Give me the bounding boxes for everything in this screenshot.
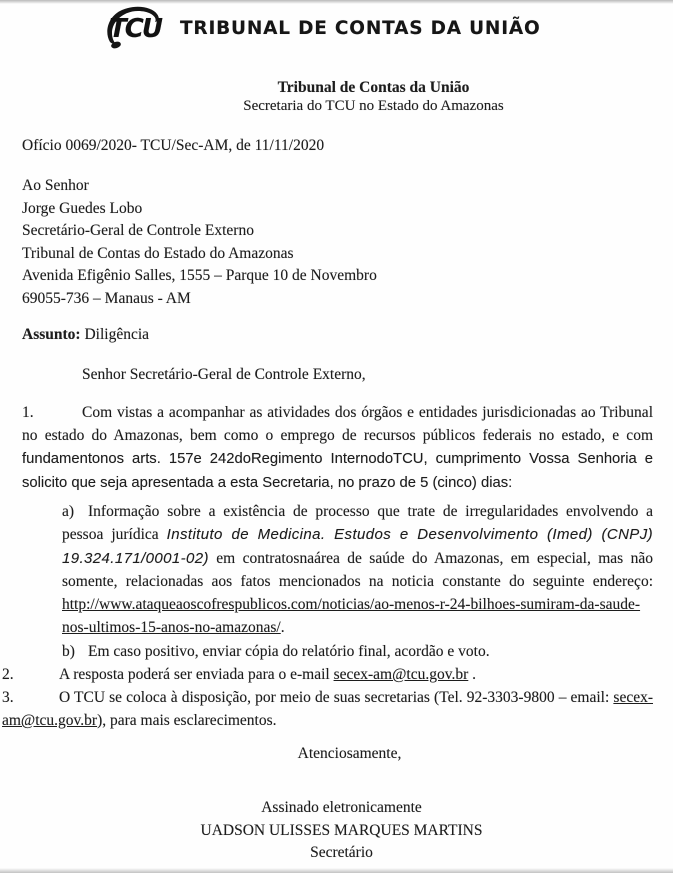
letterhead xyxy=(102,4,653,52)
item-a-text: em contratosnaárea de saúde do Amazonas, em especial, mas não somente, relacionadas aos fatos mencionados na noticia constante do seguinte endereço: xyxy=(62,549,653,590)
item-b-marker: b) xyxy=(62,642,75,660)
paragraph-2-text: A resposta poderá ser enviada para o e-mail xyxy=(59,666,334,684)
news-url-link[interactable]: http://www.ataqueaoscofrespublicos.com/noticias/ao-menos-r-24-bilhoes-sumiram-da-saude-nos-ultimos-15-anos-no-amazonas/ xyxy=(62,596,641,637)
secex-email-link[interactable]: secex-am@tcu.gov.br xyxy=(333,666,469,684)
recipient-line: Tribunal de Contas do Estado do Amazonas xyxy=(22,244,294,262)
paragraph-1-text-sans: fundamentonos arts. 157e 242doRegimento InternodoTCU, cumprimento Vossa Senhoria e solicito que seja apresentada a esta Secretaria, no prazo de 5 (cinco) dias: xyxy=(22,451,653,491)
item-b-text: Em caso positivo, enviar cópia do relatório final, acordão e voto. xyxy=(88,642,490,660)
list-item-b xyxy=(62,640,653,663)
signature-block xyxy=(26,797,657,865)
paragraph-1-text-serif: Com vistas a acompanhar as atividades dos órgãos e entidades jurisdicionadas ao Tribunal no estado do Amazonas, bem como o emprego de recursos públicos federais no estado, e com xyxy=(22,404,653,444)
item-a-company-name: Instituto de Medicina. Estudos e Desenvolvimento (Imed) (CNPJ) 19.324.171/0001-02) xyxy=(62,526,654,567)
recipient-line: Secretário-Geral de Controle Externo xyxy=(22,222,254,239)
unit-header-line1: Tribunal de Contas da União xyxy=(277,79,470,96)
item-a-text: Informação sobre a existência de processo que trate de irregularidades envolvendo a pessoa jurídica xyxy=(62,503,653,544)
paragraph-3-text: O TCU se coloca à disposição, por meio de suas secretarias (Tel. 92-3303-9800 – email: xyxy=(59,689,614,707)
paragraph-3-number: 3. xyxy=(2,689,14,707)
subject-value: Diligência xyxy=(84,326,150,343)
logo-letters: TCU xyxy=(109,14,161,44)
subject-label: Assunto: xyxy=(22,326,81,343)
paragraph-1-number: 1. xyxy=(22,404,34,421)
secex-email-link[interactable]: secex-am@tcu.gov.br xyxy=(2,689,653,730)
item-a-marker: a) xyxy=(62,503,75,520)
list-item-a xyxy=(62,500,653,640)
paragraph-1 xyxy=(22,401,653,495)
paragraph-3-tail: ), para mais esclarecimentos. xyxy=(97,712,277,730)
recipient-line: Avenida Efigênio Salles, 1555 – Parque 10 de Novembro xyxy=(22,267,377,284)
org-name: TRIBUNAL DE CONTAS DA UNIÃO xyxy=(180,17,541,39)
paragraph-2-period: . xyxy=(468,666,476,684)
recipient-block xyxy=(22,175,653,310)
signer-name: UADSON ULISSES MARQUES MARTINS xyxy=(200,821,483,839)
recipient-line: 69055-736 – Manaus - AM xyxy=(22,289,191,307)
salutation: Senhor Secretário-Geral de Controle Externo, xyxy=(82,366,366,383)
reference-line: Ofício 0069/2020- TCU/Sec-AM, de 11/11/2020 xyxy=(22,137,325,154)
signature-method: Assinado eletronicamente xyxy=(261,799,422,817)
signer-title: Secretário xyxy=(310,844,373,862)
paragraph-2-number: 2. xyxy=(2,666,14,684)
unit-header xyxy=(58,78,673,116)
paragraph-3 xyxy=(2,686,653,732)
scan-artifact-bottom xyxy=(0,868,673,873)
paragraph-2 xyxy=(2,663,653,686)
unit-header-line2: Secretaria do TCU no Estado do Amazonas xyxy=(243,98,504,114)
item-a-period: . xyxy=(280,619,285,637)
closing-salutation: Atenciosamente, xyxy=(297,745,402,763)
tcu-logo-icon xyxy=(102,4,168,52)
subject-line xyxy=(22,326,653,344)
recipient-line: Ao Senhor xyxy=(22,177,89,194)
recipient-line: Jorge Guedes Lobo xyxy=(22,199,143,217)
